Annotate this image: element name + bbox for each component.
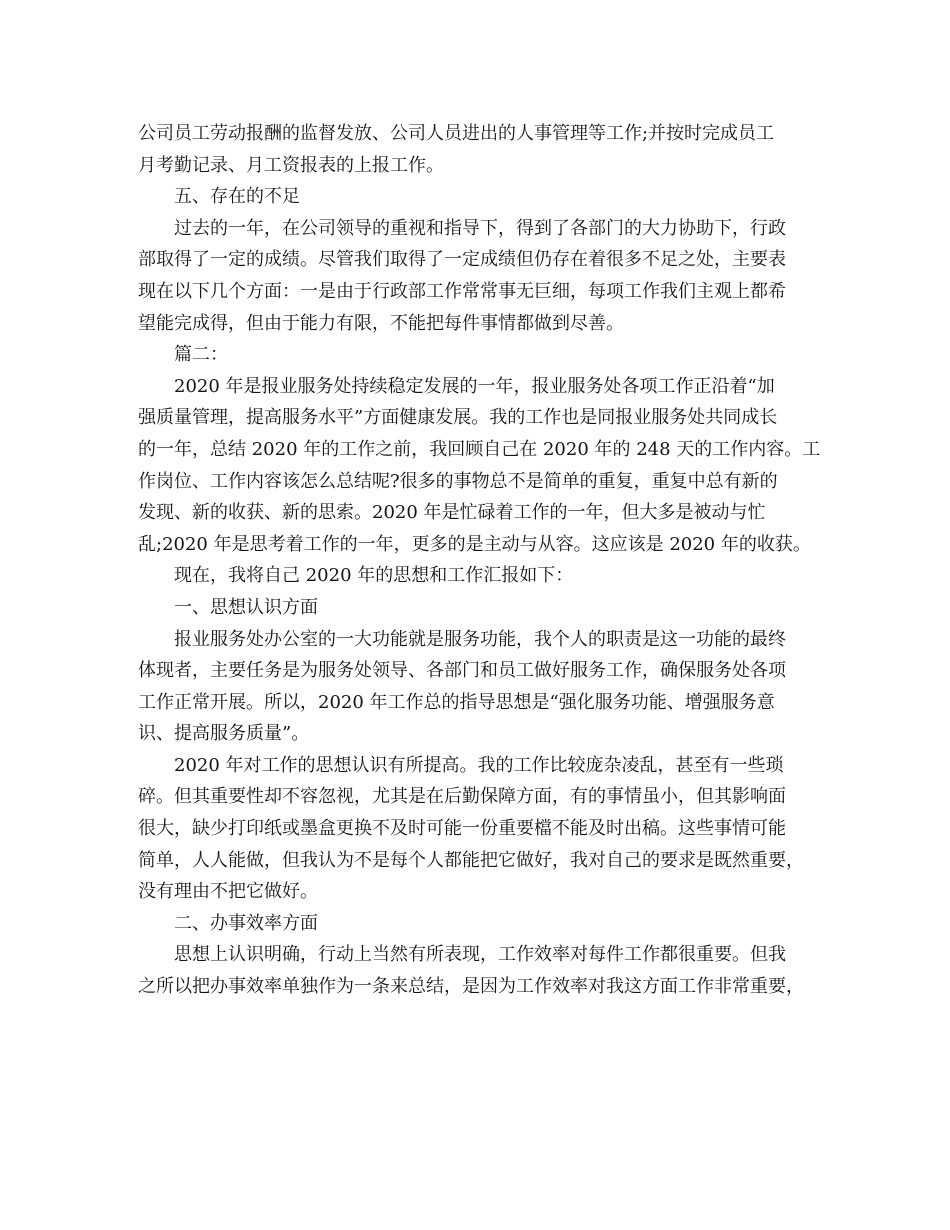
text-line: 部取得了一定的成绩。尽管我们取得了一定成绩但仍存在着很多不足之处，主要表 (138, 249, 786, 271)
text-line: 公司员工劳动报酬的监督发放、公司人员进出的人事管理等工作;并按时完成员工 (138, 123, 775, 144)
text-line: 报业服务处办公室的一大功能就是服务功能，我个人的职责是这一功能的最终 (174, 628, 786, 650)
text-line: 发现、新的收获、新的思索。2020 年是忙碌着工作的一年，但大多是被动与忙 (138, 502, 766, 524)
text-line: 之所以把办事效率单独作为一条来总结，是因为工作效率对我这方面工作非常重要， (138, 976, 804, 998)
text-line: 篇二： (174, 344, 228, 366)
text-line: 碎。但其重要性却不容忽视，尤其是在后勤保障方面，有的事情虽小，但其影响面 (138, 786, 786, 808)
text-line: 体现者，主要任务是为服务处领导、各部门和员工做好服务工作，确保服务处各项 (138, 660, 786, 682)
text-line: 五、存在的不足 (174, 186, 300, 208)
document-page (138, 118, 828, 1003)
text-line: 没有理由不把它做好。 (138, 881, 318, 903)
text-line: 望能完成得，但由于能力有限，不能把每件事情都做到尽善。 (138, 312, 624, 334)
text-line: 作岗位、工作内容该怎么总结呢?很多的事物总不是简单的重复，重复中总有新的 (138, 470, 778, 492)
text-line: 简单，人人能做，但我认为不是每个人都能把它做好，我对自己的要求是既然重要， (138, 849, 804, 871)
text-line: 2020 年对工作的思想认识有所提高。我的工作比较庞杂凌乱，甚至有一些琐 (174, 754, 784, 776)
text-line: 2020 年是报业服务处持续稳定发展的一年，报业服务处各项工作正沿着“加 (174, 375, 775, 397)
text-line: 过去的一年，在公司领导的重视和指导下，得到了各部门的大力协助下，行政 (174, 217, 786, 239)
text-line: 识、提高服务质量”。 (138, 723, 310, 745)
text-line: 月考勤记录、月工资报表的上报工作。 (138, 154, 444, 176)
text-line: 一、思想认识方面 (174, 596, 318, 618)
text-line: 工作正常开展。所以，2020 年工作总的指导思想是“强化服务功能、增强服务意 (138, 691, 775, 713)
text-line: 很大，缺少打印纸或墨盒更换不及时可能一份重要檔不能及时出稿。这些事情可能 (138, 818, 786, 840)
text-line: 思想上认识明确，行动上当然有所表现，工作效率对每件工作都很重要。但我 (174, 944, 786, 966)
text-line: 的一年，总结 2020 年的工作之前，我回顾自己在 2020 年的 248 天的工作内容。工 (138, 438, 821, 460)
text-line: 二、办事效率方面 (174, 912, 318, 934)
text-line: 强质量管理，提高服务水平”方面健康发展。我的工作也是同报业服务处共同成长 (138, 407, 778, 429)
text-line: 乱;2020 年是思考着工作的一年，更多的是主动与从容。这应该是 2020 年的收获。 (138, 533, 811, 555)
text-line: 现在以下几个方面：一是由于行政部工作常常事无巨细，每项工作我们主观上都希 (138, 280, 786, 302)
text-line: 现在，我将自己 2020 年的思想和工作汇报如下： (174, 565, 574, 587)
